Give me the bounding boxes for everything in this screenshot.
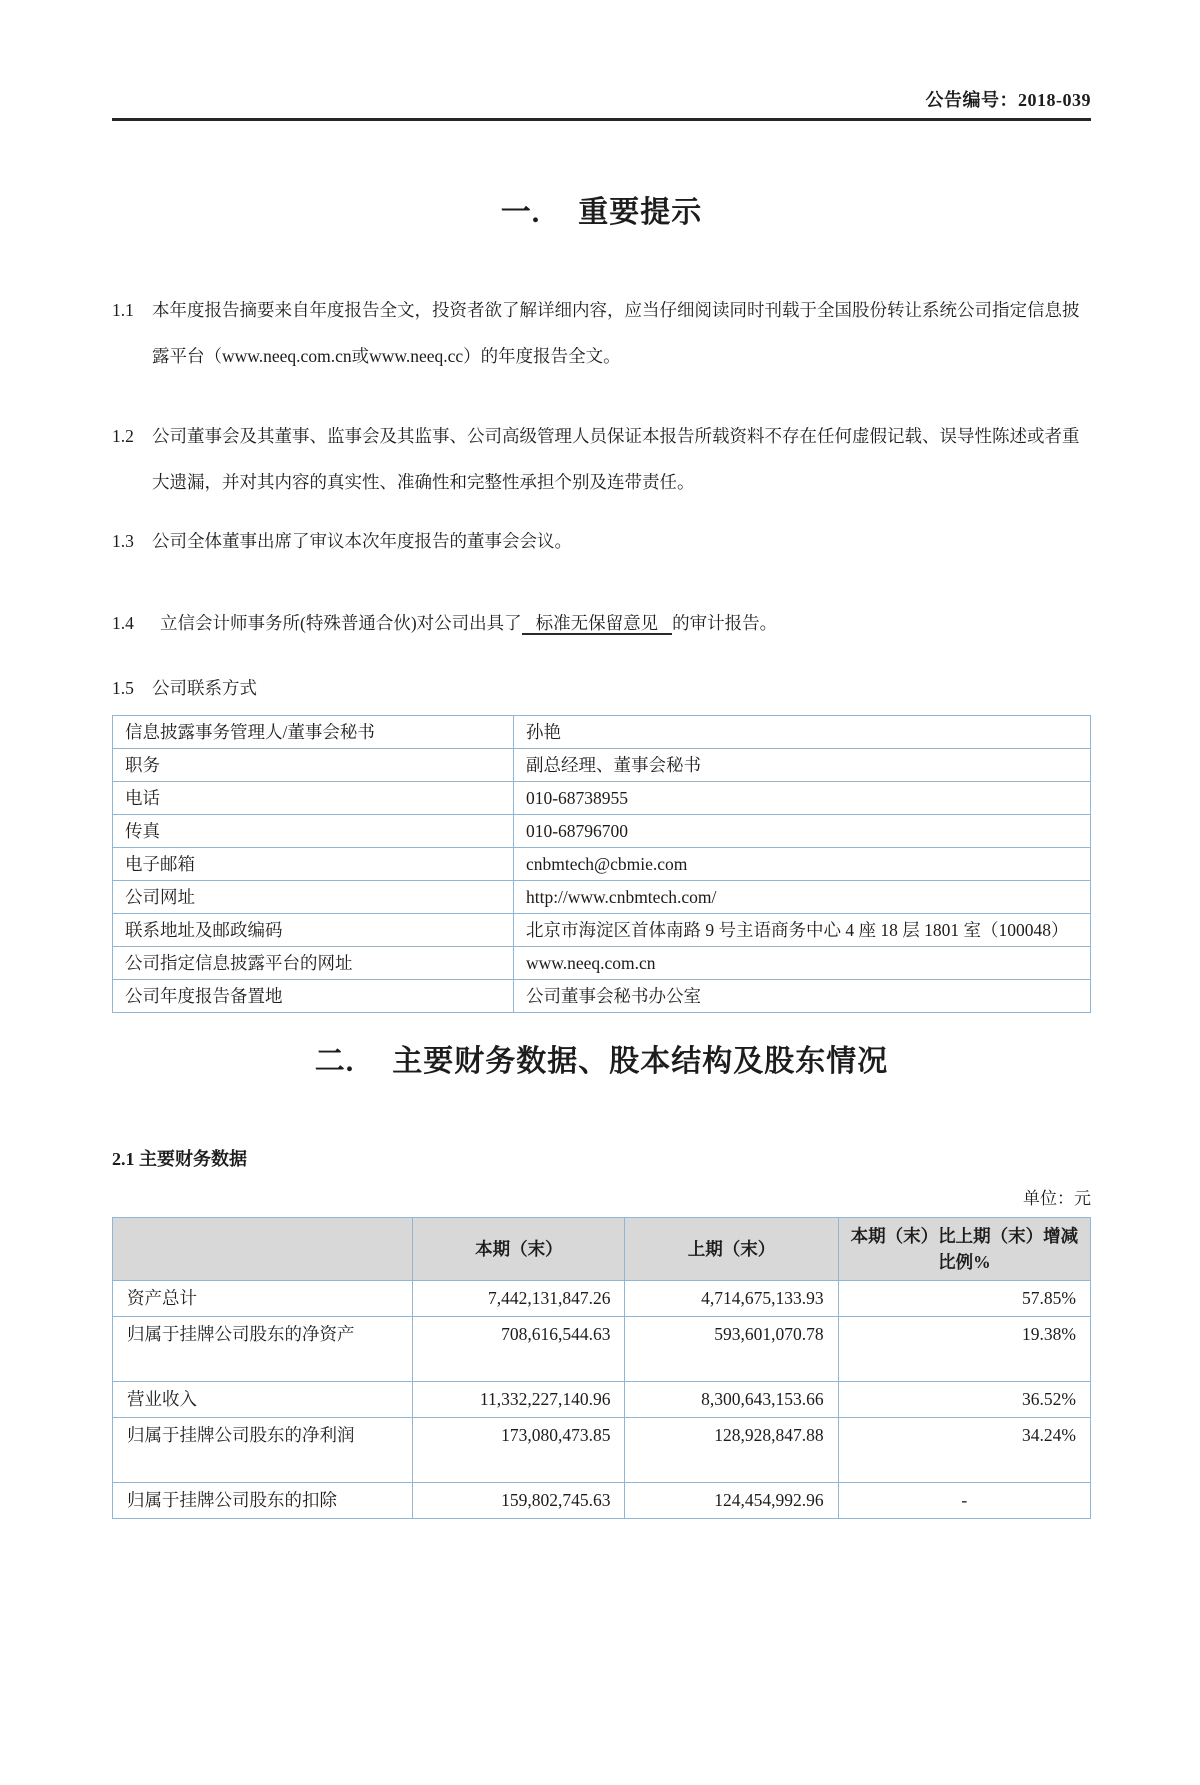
fin-label: 归属于挂牌公司股东的净利润 (113, 1418, 413, 1483)
paragraph-text: 公司联系方式 (152, 678, 257, 698)
paragraph-text: 公司全体董事出席了审议本次年度报告的董事会会议。 (152, 531, 572, 551)
header-item-column (113, 1218, 413, 1281)
fin-prior: 4,714,675,133.93 (625, 1281, 838, 1317)
paragraph-text: 本年度报告摘要来自年度报告全文，投资者欲了解详细内容，应当仔细阅读同时刊载于全国股份转让系统公司指定信息披露平台（www.neeq.com.cn或www.neeq.cc）的年度报告全文。 (152, 300, 1080, 366)
contact-label: 职务 (113, 749, 514, 782)
fin-change: - (838, 1483, 1090, 1519)
fin-prior: 128,928,847.88 (625, 1418, 838, 1483)
fin-change: 36.52% (838, 1382, 1090, 1418)
table-row (113, 980, 1091, 1013)
paragraph-number: 1.4 (112, 613, 134, 633)
header-current-period: 本期（末） (413, 1218, 625, 1281)
paragraph-1-2 (112, 413, 1091, 505)
contact-value: 孙艳 (513, 716, 1090, 749)
company-contact-table (112, 715, 1091, 1013)
paragraph-1-1 (112, 287, 1091, 379)
contact-value: 北京市海淀区首体南路 9 号主语商务中心 4 座 18 层 1801 室（100048） (513, 914, 1090, 947)
fin-label: 归属于挂牌公司股东的扣除 (113, 1483, 413, 1519)
paragraph-number: 1.1 (112, 300, 134, 320)
contact-label: 公司年度报告备置地 (113, 980, 514, 1013)
table-row (113, 1483, 1091, 1519)
document-page (112, 88, 1091, 1519)
fin-current: 173,080,473.85 (413, 1418, 625, 1483)
paragraph-number: 1.3 (112, 531, 134, 551)
audit-opinion-underlined: 标准无保留意见 (522, 613, 673, 635)
fin-current: 11,332,227,140.96 (413, 1382, 625, 1418)
section2-title-number: 二. (314, 1045, 355, 1078)
contact-label: 电话 (113, 782, 514, 815)
contact-label: 联系地址及邮政编码 (113, 914, 514, 947)
contact-label: 公司网址 (113, 881, 514, 914)
fin-label: 营业收入 (113, 1382, 413, 1418)
table-row (113, 881, 1091, 914)
table-row (113, 815, 1091, 848)
table-row (113, 947, 1091, 980)
contact-value: 公司董事会秘书办公室 (513, 980, 1090, 1013)
key-financial-data-table (112, 1217, 1091, 1519)
fin-current: 708,616,544.63 (413, 1317, 625, 1382)
table-row (113, 1317, 1091, 1382)
section2-title (112, 1040, 1091, 1084)
subsection-2-1-heading: 2.1 主要财务数据 (112, 1149, 247, 1169)
table-row (113, 1382, 1091, 1418)
contact-label: 电子邮箱 (113, 848, 514, 881)
section1-title (112, 191, 1091, 235)
paragraph-1-5 (112, 665, 1091, 711)
contact-value: http://www.cnbmtech.com/ (513, 881, 1090, 914)
audit-text-post: 的审计报告。 (672, 613, 778, 633)
header-prior-period: 上期（末） (625, 1218, 838, 1281)
section1-title-number: 一. (500, 196, 541, 229)
fin-prior: 593,601,070.78 (625, 1317, 838, 1382)
contact-value: cnbmtech@cbmie.com (513, 848, 1090, 881)
fin-label: 归属于挂牌公司股东的净资产 (113, 1317, 413, 1382)
announcement-number: 公告编号：2018-039 (925, 90, 1091, 110)
table-header-row (113, 1218, 1091, 1281)
fin-change: 57.85% (838, 1281, 1090, 1317)
section1-title-text: 重要提示 (578, 196, 703, 229)
fin-change: 34.24% (838, 1418, 1090, 1483)
table-row (113, 1418, 1091, 1483)
fin-label: 资产总计 (113, 1281, 413, 1317)
contact-label: 公司指定信息披露平台的网址 (113, 947, 514, 980)
header-divider (112, 118, 1091, 121)
contact-label: 信息披露事务管理人/董事会秘书 (113, 716, 514, 749)
fin-current: 7,442,131,847.26 (413, 1281, 625, 1317)
fin-current: 159,802,745.63 (413, 1483, 625, 1519)
contact-value: 010-68738955 (513, 782, 1090, 815)
fin-change: 19.38% (838, 1317, 1090, 1382)
paragraph-number: 1.5 (112, 678, 134, 698)
table-row (113, 1281, 1091, 1317)
table-row (113, 716, 1091, 749)
table-row (113, 749, 1091, 782)
header-change-ratio: 本期（末）比上期（末）增减比例% (838, 1218, 1090, 1281)
unit-label: 单位：元 (1023, 1189, 1091, 1208)
contact-value: 副总经理、董事会秘书 (513, 749, 1090, 782)
table-row (113, 782, 1091, 815)
table-row (113, 914, 1091, 947)
paragraph-number: 1.2 (112, 426, 134, 446)
paragraph-text: 公司董事会及其董事、监事会及其监事、公司高级管理人员保证本报告所载资料不存在任何虚假记载、误导性陈述或者重大遗漏，并对其内容的真实性、准确性和完整性承担个别及连带责任。 (152, 426, 1080, 492)
paragraph-text (160, 600, 1091, 646)
fin-prior: 8,300,643,153.66 (625, 1382, 838, 1418)
fin-prior: 124,454,992.96 (625, 1483, 838, 1519)
contact-value: 010-68796700 (513, 815, 1090, 848)
table-row (113, 848, 1091, 881)
audit-text-pre: 立信会计师事务所(特殊普通合伙)对公司出具了 (160, 613, 522, 633)
section2-title-text: 主要财务数据、股本结构及股东情况 (392, 1045, 889, 1078)
paragraph-1-4 (112, 600, 1091, 646)
contact-label: 传真 (113, 815, 514, 848)
paragraph-1-3 (112, 518, 1091, 564)
contact-value: www.neeq.com.cn (513, 947, 1090, 980)
